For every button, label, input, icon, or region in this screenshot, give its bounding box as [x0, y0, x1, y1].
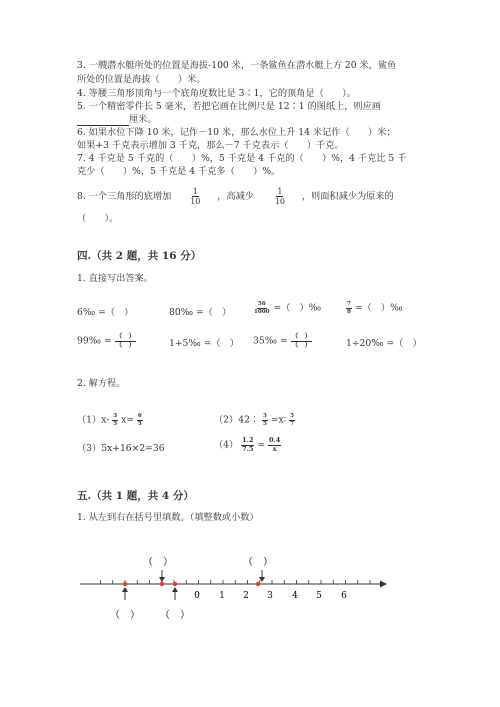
q8-fraction-2-den: 10: [274, 197, 286, 206]
calc-r2c2: 1+5‰ =（ ）: [169, 338, 239, 349]
up-arrow-icon: [122, 587, 128, 600]
calc-r2c1-den: （ ）: [115, 340, 136, 349]
q6-line1: 6. 如果水位下降 10 米，记作－10 米，那么水位上升 14 米记作（ ）米；: [77, 127, 396, 138]
equation-3: （3）5x+16×2=36: [77, 443, 165, 454]
equation-2-b: =x∶: [270, 414, 287, 426]
number-line-labels: [194, 591, 347, 601]
q8-fraction-2-num: 1: [277, 187, 283, 196]
calc-r2c3-num: （ ）: [291, 332, 312, 340]
number-line-ticks: [101, 580, 371, 584]
calc-r1c2: 80‰ =（ ）: [169, 307, 232, 318]
section-5-title: 五.（共 1 题，共 4 分）: [77, 490, 194, 502]
q7-line2: 克少（ ）%，5 千克是 4 千克多（ ）%。: [77, 166, 281, 177]
equation-2-f2-num: 5: [290, 413, 294, 419]
number-line-point: [173, 582, 177, 586]
answer-blank-bottom-2[interactable]: （ ）: [160, 610, 190, 621]
equation-1-a: （1）x-: [77, 414, 110, 426]
q8-text-a: 8. 一个三角形的底增加: [77, 191, 172, 202]
section-4-q2-title: 2. 解方程。: [77, 378, 126, 389]
equation-1-f1-den: 5: [113, 420, 118, 427]
up-arrow-icon: [172, 587, 178, 600]
equation-1-b: x=: [121, 414, 134, 426]
equation-2-f1-num: 3: [263, 413, 267, 419]
calc-r1c4-num: 7: [347, 301, 351, 307]
answer-blank-top-2[interactable]: （ ）: [243, 557, 273, 568]
equation-1-f2-num: 6: [137, 413, 142, 419]
calc-r2c1-pre: 99‰ =: [77, 335, 112, 347]
down-arrow-icon: [159, 570, 165, 582]
tick-label-0: 0: [194, 591, 200, 601]
q8-line2: （ ）。: [77, 213, 119, 224]
calc-r1c3-den: 1000: [254, 308, 270, 315]
calc-r2c1-num: （ ）: [115, 332, 136, 340]
section-4-q1-title: 1. 直接写出答案。: [77, 273, 153, 284]
calc-r2c4: 1÷20‰ =（ ）: [346, 338, 422, 349]
calc-r1c4-den: 8: [347, 308, 351, 315]
q7-line1: 7. 4 千克是 5 千克的（ ）%，5 千克是 4 千克的（ ）%，4 千克比 5 千: [77, 153, 407, 164]
equation-4-b: =: [257, 439, 266, 451]
equation-4-f1-num: 1.2: [242, 436, 254, 444]
equation-4-f2-den: x: [272, 444, 277, 453]
calc-r1c3-rest: =（ ）‰: [273, 302, 322, 314]
q6-line2: 如果+3 千克表示增加 3 千克，那么－7 千克表示（ ）千克。: [77, 140, 344, 151]
answer-blank-top-1[interactable]: （ ）: [143, 557, 173, 568]
tick-label-2: 2: [243, 591, 249, 601]
q5-line1: 5. 一个精密零件长 5 毫米，若把它画在比例尺是 12∶1 的图纸上，则应画: [77, 101, 381, 112]
equation-4-f1-den: 7.5: [242, 444, 254, 453]
tick-label-3: 3: [267, 591, 273, 601]
equation-2-f1-den: 5: [263, 420, 267, 427]
equation-2-a: （2）42∶: [214, 414, 260, 426]
q8-fraction-1-den: 10: [190, 197, 201, 206]
tick-label-4: 4: [292, 591, 298, 601]
calc-r2c3-den: （ ）: [291, 340, 312, 349]
equation-1-f2-den: 5: [137, 420, 142, 427]
number-line-point: [256, 582, 260, 586]
equation-4-a: （4）: [214, 439, 239, 451]
tick-label-1: 1: [219, 591, 225, 601]
calc-r2c3-pre: 35‰ =: [253, 335, 288, 347]
q8-fraction-1-num: 1: [192, 187, 198, 196]
equation-1-f1-num: 3: [113, 413, 118, 419]
q8-text-c: ，则面积减少为原来的: [301, 191, 394, 202]
tick-label-5: 5: [316, 591, 322, 601]
calc-r1c4-rest: =（ ）‰: [354, 302, 403, 314]
section-4-title: 四.（共 2 题，共 16 分）: [77, 250, 202, 262]
q8-text-b: ，高减少: [217, 191, 254, 202]
number-line-point: [160, 582, 164, 586]
calc-r1c3-num: 56: [257, 301, 266, 307]
q5-line2: 厘米。: [129, 114, 157, 125]
q4: 4. 等腰三角形顶角与一个底角度数比是 3∶1，它的顶角是（ ）。: [77, 88, 356, 99]
answer-blank-bottom-1[interactable]: （ ）: [110, 610, 140, 621]
q3-line2: 所处的位置是海拔（ ）米。: [77, 74, 206, 85]
number-line-point: [123, 582, 127, 586]
tick-label-6: 6: [341, 591, 347, 601]
number-line-arrowhead: [380, 581, 387, 588]
section-5-q1-title: 1. 从左到右在括号里填数。（填整数或小数）: [77, 512, 259, 523]
q3-line1: 3. 一艘潜水艇所处的位置是海拔-100 米，一条鲨鱼在潜水艇上方 20 米，鲨鱼: [77, 60, 397, 71]
equation-2-f2-den: 7: [290, 420, 294, 427]
equation-4-f2-num: 0.4: [269, 436, 281, 444]
calc-r1c1: 6‰ =（ ）: [77, 307, 134, 318]
